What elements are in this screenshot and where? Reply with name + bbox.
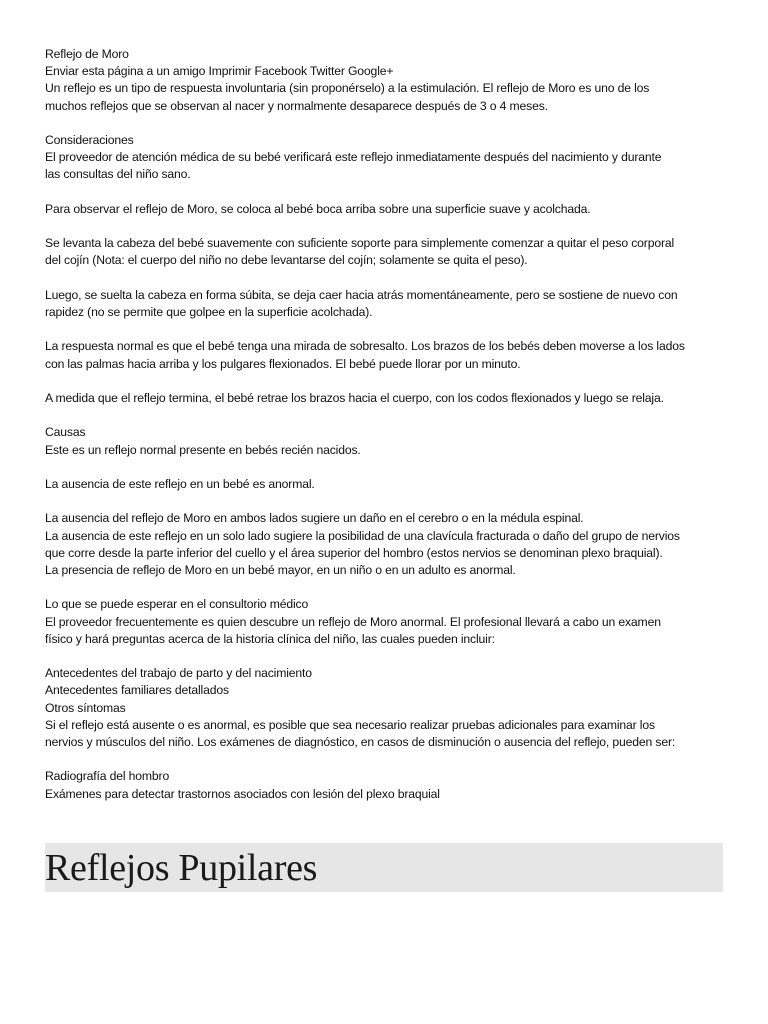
text-line: con las palmas hacia arriba y los pulgares flexionados. El bebé puede llorar por un minuto.	[45, 356, 521, 371]
text-line: del cojín (Nota: el cuerpo del niño no debe levantarse del cojín; solamente se quita el peso).	[45, 253, 528, 268]
text-line: muchos reflejos que se observan al nacer y normalmente desaparece después de 3 o 4 meses.	[45, 98, 548, 113]
doc-title: Reflejo de Moro	[45, 47, 129, 61]
paragraph-gap	[45, 459, 725, 476]
paragraph-gap	[45, 751, 725, 768]
text-line: que corre desde la parte inferior del cuello y el área superior del hombro (estos nervios se denominan plexo braquial).	[45, 545, 663, 560]
text-line: Para observar el reflejo de Moro, se coloca al bebé boca arriba sobre una superficie suave y acolchada.	[45, 201, 591, 216]
share-links-text: Enviar esta página a un amigo Imprimir Facebook Twitter Google+	[45, 64, 394, 79]
section-title-consideraciones: Consideraciones	[45, 133, 134, 147]
text-line: El proveedor frecuentemente es quien descubre un reflejo de Moro anormal. El profesional llevará a cabo un examen	[45, 614, 661, 629]
list-item: Exámenes para detectar trastornos asociados con lesión del plexo braquial	[45, 786, 440, 801]
paragraph-gap	[45, 579, 725, 596]
paragraph-gap	[45, 321, 725, 338]
paragraph-gap	[45, 407, 725, 424]
text-line: Si el reflejo está ausente o es anormal, es posible que sea necesario realizar pruebas adicionales para examinar los	[45, 717, 655, 732]
paragraph-gap	[45, 373, 725, 390]
text-line: La ausencia del reflejo de Moro en ambos lados sugiere un daño en el cerebro o en la médula espinal.	[45, 511, 584, 526]
text-line: nervios y músculos del niño. Los exámenes de diagnóstico, en casos de disminución o ausencia del reflejo, pueden ser:	[45, 734, 676, 749]
text-line: La ausencia de este reflejo en un solo lado sugiere la posibilidad de una clavícula fracturada o daño del grupo de nervios	[45, 528, 680, 543]
paragraph-gap	[45, 648, 725, 665]
text-line: Un reflejo es un tipo de respuesta involuntaria (sin proponérselo) a la estimulación. El reflejo de Moro es uno de los	[45, 81, 650, 96]
section-title-consultorio: Lo que se puede esperar en el consultorio médico	[45, 597, 309, 612]
paragraph-gap	[45, 115, 725, 132]
list-item: Radiografía del hombro	[45, 769, 170, 784]
paragraph-gap	[45, 218, 725, 235]
text-line: A medida que el reflejo termina, el bebé retrae los brazos hacia el cuerpo, con los codos flexionados y luego se relaja.	[45, 390, 664, 405]
paragraph-gap	[45, 184, 725, 201]
text-line: La presencia de reflejo de Moro en un bebé mayor, en un niño o en un adulto es anormal.	[45, 562, 516, 577]
text-line: rapidez (no se permite que golpee en la superficie acolchada).	[45, 304, 373, 319]
document-body	[45, 46, 725, 803]
text-line: Luego, se suelta la cabeza en forma súbita, se deja caer hacia atrás momentáneamente, pero se sostiene de nuevo con	[45, 287, 678, 302]
list-item: Antecedentes familiares detallados	[45, 683, 229, 698]
text-line: El proveedor de atención médica de su bebé verificará este reflejo inmediatamente después del nacimiento y durante	[45, 150, 662, 165]
list-item: Antecedentes del trabajo de parto y del nacimiento	[45, 666, 312, 681]
paragraph-gap	[45, 493, 725, 510]
text-line: físico y hará preguntas acerca de la historia clínica del niño, las cuales pueden incluir:	[45, 631, 495, 646]
list-item: Otros síntomas	[45, 700, 126, 715]
section-title-causas: Causas	[45, 425, 86, 440]
text-line: Se levanta la cabeza del bebé suavemente con suficiente soporte para simplemente comenzar a quitar el peso corporal	[45, 236, 675, 251]
text-line: las consultas del niño sano.	[45, 167, 191, 182]
paragraph-gap	[45, 270, 725, 287]
text-line: La respuesta normal es que el bebé tenga una mirada de sobresalto. Los brazos de los bebés deben moverse a los lados	[45, 339, 685, 354]
section-heading: Reflejos Pupilares	[45, 847, 318, 889]
text-line: La ausencia de este reflejo en un bebé es anormal.	[45, 476, 315, 491]
text-line: Este es un reflejo normal presente en bebés recién nacidos.	[45, 442, 361, 457]
section-heading-band	[45, 843, 723, 892]
